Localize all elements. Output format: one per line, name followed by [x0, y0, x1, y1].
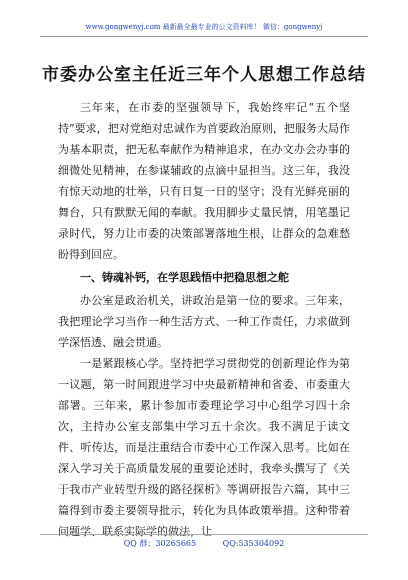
header-divider — [40, 36, 368, 37]
footer-divider — [40, 534, 368, 535]
page-footer — [40, 538, 368, 549]
document-title: 市委办公室主任近三年个人思想工作总结 — [42, 65, 366, 85]
page-header: www.gongwenyj.com 最新最全最专业的公文资料库！ 微信：gongwenyj — [85, 23, 323, 31]
document-body — [58, 97, 350, 542]
section-heading: 一、铸魂补钙，在学思践悟中把稳思想之舵 — [80, 271, 289, 284]
intro-paragraph: 三年来，在市委的坚强领导下，我始终牢记“五个坚持”要求，把对党绝对忠诚作为首要政治原则，把服务大局作为基本职责，把无私奉献作为精神追求，在办文办会办事的细微处见精神，在参谋辅政的点滴中显担当。这三年，我没有惊天动地的壮举，只有日复一日的坚守；没有光鲜亮丽的舞台，只有默默无闻的奉献。我用脚步丈量民情，用笔墨记录时代，努力让市委的决策部署落地生根，让群众的急难愁盼得到回应。 — [58, 101, 350, 261]
section-paragraph: 办公室是政治机关，讲政治是第一位的要求。三年来，我把理论学习当作一种生活方式、一种工作责任，力求做到学深悟透、融会贯通。 — [58, 294, 350, 349]
footer-qq: QQ:535304092 — [222, 539, 285, 548]
section-paragraph: 一是紧跟核心学。坚持把学习贯彻党的创新理论作为第一议题，第一时间跟进学习中央最新精神和省委、市委重大部署。三年来，累计参加市委理论学习中心组学习四十余次，主持办公室支部集中学习五十余次。我不满足于读文件、听传达，而是注重结合市委中心工作深入思考。比如在深入学习关于高质量发展的重要论述时，我牵头撰写了《关于我市产业转型升级的路径探析》等调研报告六篇，其中三篇得到市委主要领导批示，转化为具体政策举措。这种带着问题学、联系实际学的做法，让 — [58, 357, 350, 538]
footer-qq-group: QQ 群：30265665 — [123, 539, 197, 548]
